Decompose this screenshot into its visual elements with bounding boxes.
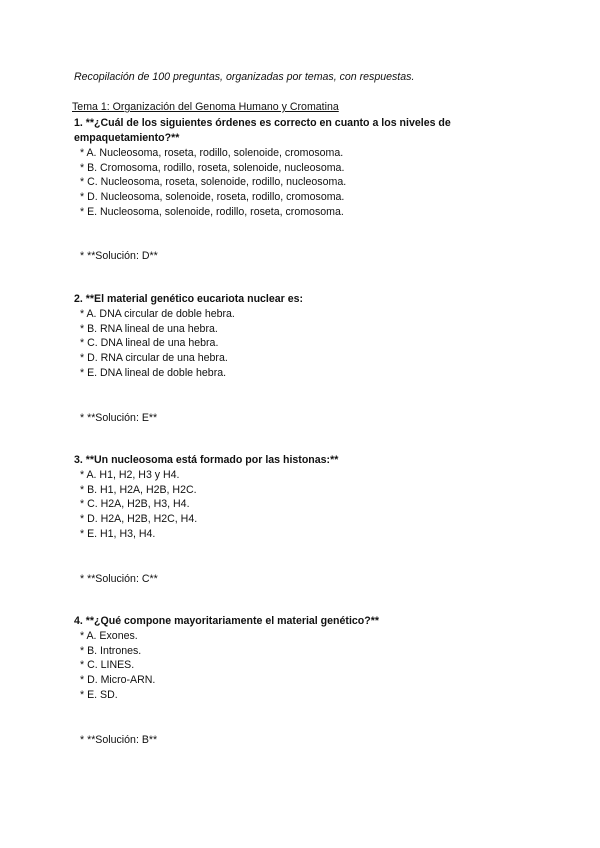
- option-b: * B. Cromosoma, rodillo, roseta, solenoide, nucleosoma.: [80, 161, 345, 174]
- option-d: * D. H2A, H2B, H2C, H4.: [80, 513, 198, 526]
- option-list: [72, 468, 512, 542]
- option-e: * E. SD.: [80, 688, 118, 701]
- solution-text: * **Solución: C**: [80, 572, 158, 585]
- option-list: [72, 307, 512, 381]
- option-a: * A. Nucleosoma, roseta, rodillo, solenoide, cromosoma.: [80, 147, 344, 159]
- option-a: * A. DNA circular de doble hebra.: [80, 308, 235, 320]
- question-4: [72, 614, 512, 748]
- intro-text: Recopilación de 100 preguntas, organizadas por temas, con respuestas.: [74, 71, 415, 83]
- option-e: * E. DNA lineal de doble hebra.: [80, 366, 227, 379]
- question-1: [72, 116, 512, 264]
- option-a: * A. Exones.: [80, 630, 138, 642]
- solution-text: * **Solución: E**: [80, 411, 158, 424]
- option-d: * D. Nucleosoma, solenoide, roseta, rodillo, cromosoma.: [80, 191, 345, 204]
- option-list: [72, 146, 512, 220]
- question-title: 2. **El material genético eucariota nuclear es:: [74, 293, 304, 305]
- topic-heading: Tema 1: Organización del Genoma Humano y Cromatina: [72, 101, 339, 113]
- option-b: * B. H1, H2A, H2B, H2C.: [80, 483, 197, 496]
- question-title: 1. **¿Cuál de los siguientes órdenes es correcto en cuanto a los niveles de empaquetamiento?**: [74, 117, 451, 144]
- option-d: * D. RNA circular de una hebra.: [80, 352, 228, 365]
- option-c: * C. LINES.: [80, 659, 135, 672]
- option-c: * C. H2A, H2B, H3, H4.: [80, 498, 190, 511]
- option-d: * D. Micro-ARN.: [80, 674, 156, 687]
- option-e: * E. Nucleosoma, solenoide, rodillo, roseta, cromosoma.: [80, 205, 344, 218]
- question-title: 3. **Un nucleosoma está formado por las histonas:**: [74, 454, 339, 466]
- question-3: [72, 453, 512, 587]
- solution-text: * **Solución: D**: [80, 249, 158, 262]
- option-c: * C. DNA lineal de una hebra.: [80, 337, 219, 350]
- option-b: * B. RNA lineal de una hebra.: [80, 322, 218, 335]
- option-c: * C. Nucleosoma, roseta, solenoide, rodillo, nucleosoma.: [80, 176, 347, 189]
- option-list: [72, 629, 512, 703]
- option-a: * A. H1, H2, H3 y H4.: [80, 469, 180, 481]
- option-e: * E. H1, H3, H4.: [80, 527, 156, 540]
- solution-text: * **Solución: B**: [80, 733, 158, 746]
- option-b: * B. Intrones.: [80, 644, 142, 657]
- question-title: 4. **¿Qué compone mayoritariamente el material genético?**: [74, 615, 379, 627]
- question-2: [72, 292, 512, 426]
